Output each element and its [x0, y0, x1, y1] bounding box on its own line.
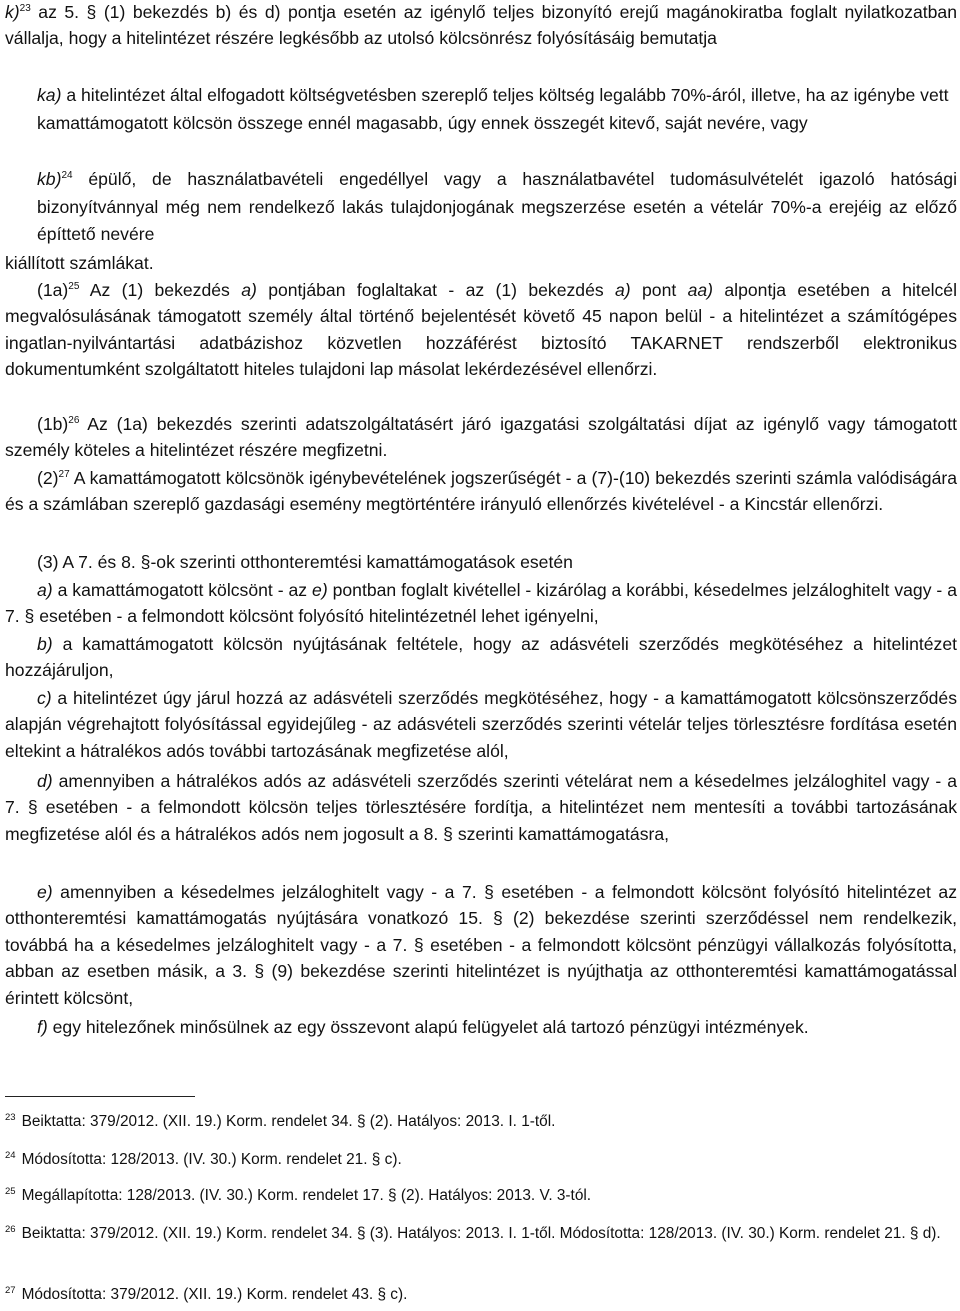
footnote-separator [5, 1096, 195, 1097]
paragraph-1b [5, 411, 957, 464]
footnote-number: 25 [5, 1185, 16, 1197]
footnote-text: Módosította: 379/2012. (XII. 19.) Korm. rendelet 43. § c). [21, 1286, 408, 1303]
footnote-ref-25[interactable]: 25 [68, 281, 80, 293]
paragraph-1b-text: Az (1a) bekezdés szerinti adatszolgáltatásért járó igazgatási szolgáltatási díjat az igénylő vagy támogatott személy köteles a hitelintézet részére megfizetni. [5, 414, 957, 461]
paragraph-3-item-a [5, 577, 957, 630]
item-b-text: a kamattámogatott kölcsön nyújtásának feltétele, hogy az adásvételi szerződés megkötéséhez a hitelintézet hozzájáruljon, [5, 634, 957, 681]
item-label-ka: ka) [37, 85, 62, 105]
paragraph-1a-emphasis: a) [241, 280, 257, 300]
subitem-ka [37, 82, 957, 137]
paragraph-1a-text: Az (1) bekezdés [79, 280, 242, 300]
item-a-text: a kamattámogatott kölcsönt - az [52, 580, 313, 600]
paragraph-1a [5, 277, 957, 383]
item-c-text: a hitelintézet úgy járul hozzá az adásvételi szerződés megkötéséhez, hogy - a kamattámogatott kölcsönszerződés alapján végrehajtott folyósítással egyidejűleg - az adásvételi szerződés szerinti vételár teljes törlesztésre fordítása esetén eltekint a hátralékos adós további tartozásának megfizetése alól, [5, 688, 957, 761]
item-label-b: b) [37, 634, 53, 654]
item-label-f: f) [37, 1017, 48, 1037]
closing-line: kiállított számlákat. [5, 253, 154, 273]
paragraph-3-item-c [5, 685, 957, 764]
paragraph-1a-emphasis: aa) [687, 280, 714, 300]
paragraph-3-item-b [5, 631, 957, 684]
item-label-kb: kb) [37, 169, 62, 189]
subitem-ka-text: a hitelintézet által elfogadott költségvetésben szereplő teljes költség legalább 70%-áról, illetve, ha az igénybe vett kamattámogatott kölcsön összege ennél magasabb, úgy ennek összegét kitevő, saját nevére, vagy [37, 85, 949, 133]
footnote-24 [5, 1148, 957, 1171]
footnote-text: Módosította: 128/2013. (IV. 30.) Korm. rendelet 21. § c). [21, 1151, 402, 1168]
paragraph-2-label: (2) [37, 468, 59, 488]
item-label-c: c) [37, 688, 52, 708]
footnote-text: Beiktatta: 379/2012. (XII. 19.) Korm. rendelet 34. § (2). Hatályos: 2013. I. 1-től. [21, 1113, 556, 1130]
footnote-23 [5, 1110, 957, 1133]
paragraph-2-text: A kamattámogatott kölcsönök igénybevételének jogszerűségét - a (7)-(10) bekezdés szerinti számla valódiságára és a számlában szereplő gazdasági esemény megtörténtére irányuló ellenőrzés kivételével - a Kincstár ellenőrzi. [5, 468, 957, 515]
footnote-number: 24 [5, 1149, 16, 1161]
item-d-text: amennyiben a hátralékos adós az adásvételi szerződés szerinti vételárat nem a késedelmes jelzáloghitel vagy - a 7. § esetében - a felmondott kölcsön teljes törlesztésére fordítja, a hitelintézet nem mentesíti a további tartozásának megfizetése alól és a hátralékos adós nem jogosult a 8. § szerinti kamattámogatásra, [5, 771, 957, 844]
item-a-text: pontban foglalt kivétellel - kizárólag a korábbi, késedelmes jelzáloghitelt vagy - a 7. § esetében - a felmondott kölcsönt folyósító hitelintézetnél lehet igényelni, [5, 580, 957, 627]
item-label-e: e) [37, 882, 53, 902]
footnote-number: 23 [5, 1111, 16, 1123]
paragraph-2 [5, 465, 957, 518]
item-e-text: amennyiben a késedelmes jelzáloghitelt vagy - a 7. § esetében - a felmondott kölcsönt folyósító hitelintézet az otthonteremtési kamattámogatás nyújtására vonatkozó 15. § (2) bekezdése szerinti szerződéssel nem rendelkezik, továbbá ha a késedelmes jelzáloghitelt vagy - a 7. § esetében - a felmondott kölcsönt pénzügyi vállalkozás folyósította, abban az esetben másik, a 3. § (9) bekezdése szerinti hitelintézet is nyújthatja az otthonteremtési kamattámogatással érintett kölcsönt, [5, 882, 957, 1008]
paragraph-3-item-e [5, 879, 957, 1011]
footnote-text: Beiktatta: 379/2012. (XII. 19.) Korm. rendelet 34. § (3). Hatályos: 2013. I. 1-től. Módosította: 128/2013. (IV. 30.) Korm. rendelet 21. § d). [21, 1225, 941, 1242]
item-label-d: d) [37, 771, 53, 791]
item-f-text: egy hitelezőnek minősülnek az egy összevont alapú felügyelet alá tartozó pénzügyi intézmények. [47, 1017, 809, 1037]
paragraph-1a-text: alpontja esetében a hitelcél megvalósulásának támogatott személy által történő bejelentését követő 45 napon belül - a hitelintézet a számítógépes ingatlan-nyilvántartási adatbázishoz közvetlen hozzáférést biztosító TAKARNET rendszerből elektronikus dokumentumként szolgáltatott hiteles tulajdoni lap másolat lekérdezésével ellenőrzi. [5, 280, 957, 380]
paragraph-3-intro: (3) A 7. és 8. §-ok szerinti otthonteremtési kamattámogatások esetén [37, 552, 573, 572]
item-label-k: k) [5, 2, 20, 22]
paragraph-1b-label: (1b) [37, 414, 69, 434]
paragraph-1a-text: pontjában foglaltakat - az (1) bekezdés [256, 280, 616, 300]
footnote-ref-24[interactable]: 24 [61, 170, 73, 182]
paragraph-k-text: az 5. § (1) bekezdés b) és d) pontja esetén az igénylő teljes bizonyító erejű magánokiratba foglalt nyilatkozatban vállalja, hogy a hitelintézet részére legkésőbb az utolsó kölcsönrész folyósításáig bemutatja [5, 2, 957, 49]
footnote-ref-26[interactable]: 26 [68, 415, 80, 427]
paragraph-k [5, 0, 957, 52]
paragraph-1a-label: (1a) [37, 280, 69, 300]
footnote-ref-27[interactable]: 27 [58, 469, 70, 481]
paragraph-3-item-d [5, 768, 957, 847]
subitem-kb [37, 166, 957, 249]
footnote-26 [5, 1222, 957, 1245]
footnote-number: 27 [5, 1284, 16, 1296]
footnote-ref-23[interactable]: 23 [19, 3, 31, 15]
footnote-text: Megállapította: 128/2013. (IV. 30.) Korm. rendelet 17. § (2). Hatályos: 2013. V. 3-tól. [21, 1187, 592, 1204]
footnote-27 [5, 1283, 957, 1306]
footnote-number: 26 [5, 1223, 16, 1235]
item-a-emphasis: e) [312, 580, 328, 600]
subitem-kb-text: épülő, de használatbavételi engedéllyel vagy a használatbavétel tudomásulvételét igazoló hatósági bizonyítvánnyal még nem rendelkező lakás tulajdonjogának megszerzése esetén a vételár 70%-a erejéig az előző építtető nevére [37, 169, 957, 244]
footnote-25 [5, 1184, 957, 1207]
item-label-a: a) [37, 580, 53, 600]
paragraph-3-item-f [5, 1014, 957, 1040]
paragraph-1a-text: pont [630, 280, 688, 300]
paragraph-1a-emphasis: a) [615, 280, 631, 300]
